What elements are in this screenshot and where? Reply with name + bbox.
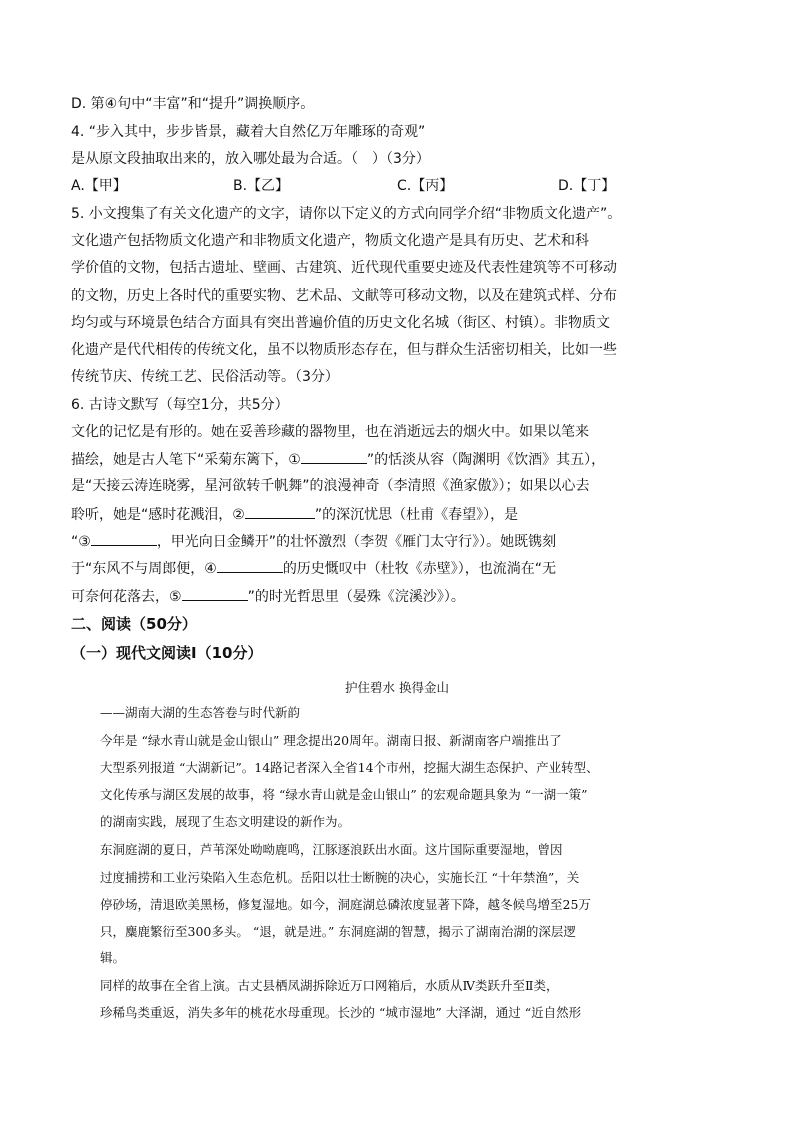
q6-text: 描绘，她是古人笔下“采菊东篱下，①: [71, 452, 301, 468]
article-line: 文化传承与湖区发展的故事，将 “绿水青山就是金山银山” 的宏观命题具象为 “一湖一策”: [100, 787, 588, 802]
q6-line: 文化的记忆是有形的。她在妥善珍藏的器物里，也在消逝远去的烟火中。如果以笔来: [71, 424, 589, 440]
q3-option-d: D. 第④句中“丰富”和“提升”调换顺序。: [71, 96, 315, 112]
answer-blank-2[interactable]: [245, 504, 315, 519]
q5-line: 化遗产是代代相传的传统文化，虽不以物质形态存在，但与群众生活密切相关，比如一些: [71, 342, 617, 358]
q6-line: [71, 586, 465, 607]
article-title: 护住碧水 换得金山: [345, 680, 449, 695]
q5-line: 均匀或与环境景色结合方面具有突出普遍价值的历史文化名城（街区、村镇）。非物质文: [71, 315, 610, 331]
q5-line: 传统节庆、传统工艺、民俗活动等。（3分）: [71, 369, 339, 385]
q4-option-a[interactable]: A.【甲】: [71, 178, 127, 194]
section-heading: 二、阅读（50分）: [71, 615, 197, 633]
answer-blank-1[interactable]: [301, 449, 367, 464]
article-line: 大型系列报道 “大湖新记”。14路记者深入全省14个市州，挖掘大湖生态保护、产业转型、: [100, 760, 599, 775]
q6-text: ”的深沉忧思（杜甫《春望》），是: [314, 507, 519, 523]
q4-stem-line2: 是从原文段抽取出来的，放入哪处最为合适。（ ）（3分）: [71, 151, 430, 167]
q5-line: 的文物，历史上各时代的重要实物、艺术品、文献等可移动文物，以及在建筑式样、分布: [71, 288, 617, 304]
article-line: 的湖南实践，展现了生态文明建设的新作为。: [100, 814, 351, 829]
q6-text: ”的恬淡从容（陶渊明《饮酒》其五），: [366, 452, 606, 468]
article-line: 只，麋鹿繁衍至300多头。 “退，就是进。” 东洞庭湖的智慧，揭示了湖南治湖的深层逻: [100, 924, 576, 939]
q6-line: [71, 531, 556, 552]
q6-text: 于“东风不与周郎便，④: [71, 561, 217, 577]
article-line: 同样的故事在全省上演。古丈县栖凤湖拆除近万口网箱后，水质从Ⅳ类跃升至Ⅱ类，: [100, 978, 559, 993]
q6-title: 6. 古诗文默写（每空1分，共5分）: [71, 397, 289, 413]
q5-line: 学价值的文物，包括古遗址、壁画、古建筑、近代现代重要史迹及代表性建筑等不可移动: [71, 260, 617, 276]
subsection-heading: （一）现代文阅读Ⅰ（10分）: [71, 644, 263, 662]
answer-blank-4[interactable]: [217, 558, 283, 573]
q6-text: 可奈何花落去，⑤: [71, 589, 182, 605]
q4-option-d[interactable]: D.【丁】: [558, 178, 616, 194]
answer-blank-5[interactable]: [182, 586, 248, 601]
q4-option-c[interactable]: C.【丙】: [397, 178, 454, 194]
q5-line: 5. 小文搜集了有关文化遗产的文字，请你以下定义的方式向同学介绍“非物质文化遗产”。: [71, 206, 622, 222]
q6-text: ，甲光向日金鳞开”的壮怀激烈（李贺《雁门太守行》）。她既镌刻: [156, 534, 557, 550]
answer-blank-3[interactable]: [91, 531, 157, 546]
q6-line: [71, 504, 518, 525]
q6-text: 的历史慨叹中（杜牧《赤壁》），也流淌在“无: [282, 561, 557, 577]
article-subtitle: ——湖南大湖的生态答卷与时代新韵: [100, 705, 301, 720]
article-line: 辑。: [100, 950, 126, 965]
q5-line: 文化遗产包括物质文化遗产和非物质文化遗产，物质文化遗产是具有历史、艺术和科: [71, 233, 589, 249]
article-line: 停砂场，清退欧美黑杨，修复湿地。如今，洞庭湖总磷浓度显著下降，越冬候鸟增至25万: [100, 897, 591, 912]
q4-stem-line1: 4. “步入其中，步步皆景，藏着大自然亿万年雕琢的奇观”: [71, 124, 426, 140]
q6-text: ”的时光哲思里（晏殊《浣溪沙》）。: [247, 589, 465, 605]
q6-line: [71, 449, 605, 470]
q6-text: 聆听，她是“感时花溅泪，②: [71, 507, 245, 523]
q6-line: [71, 558, 556, 579]
article-line: 今年是 “绿水青山就是金山银山” 理念提出20周年。湖南日报、新湖南客户端推出了: [100, 733, 562, 748]
article-line: 东洞庭湖的夏日，芦苇深处呦呦鹿鸣，江豚逐浪跃出水面。这片国际重要湿地，曾因: [100, 842, 563, 857]
q4-option-b[interactable]: B.【乙】: [233, 178, 290, 194]
article-line: 过度捕捞和工业污染陷入生态危机。岳阳以壮士断腕的决心，实施长江 “十年禁渔”，关: [100, 870, 580, 885]
article-line: 珍稀鸟类重返，消失多年的桃花水母重现。长沙的 “城市湿地” 大泽湖，通过 “近自然形: [100, 1005, 582, 1020]
q6-text: “③: [71, 534, 91, 550]
q6-line: 是“天接云涛连晓雾，星河欲转千帆舞”的浪漫神奇（李清照《渔家傲》）；如果以心去: [71, 478, 590, 494]
